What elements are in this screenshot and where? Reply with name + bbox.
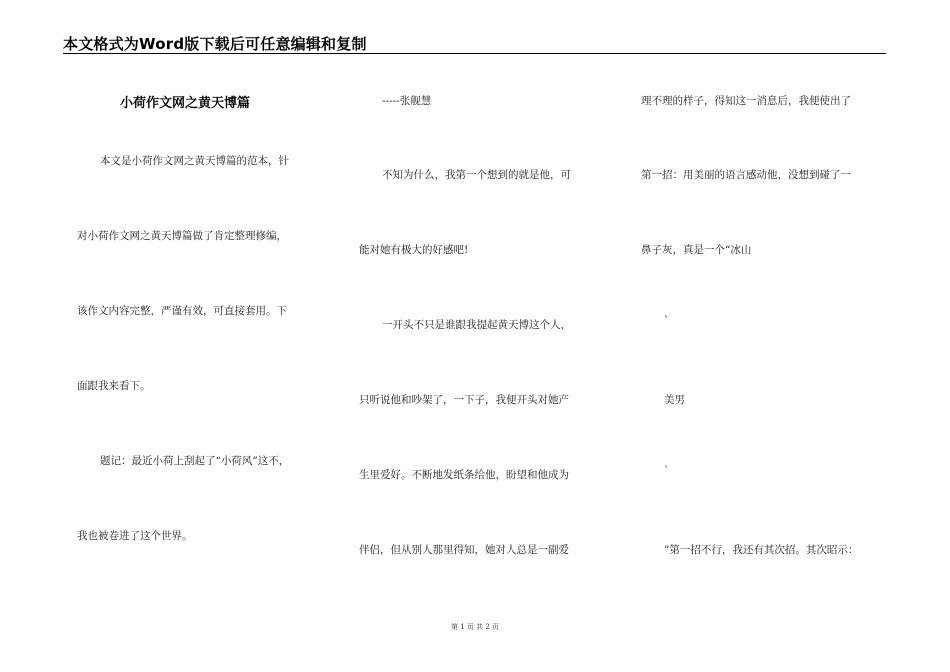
col3-line-2: 第一招：用美丽的语言感动他，没想到碰了一 [641,169,851,181]
col1-line-2: 对小荷作文网之黄天博篇做了肯定整理修编， [77,230,287,242]
banner-divider [63,53,886,54]
col2-line-3: 能对她有极大的好感吧! [359,244,469,256]
col2-line-2: 不知为什么，我第一个想到的就是他，可 [382,169,571,181]
col2-line-4: 一开头不只是谁跟我提起黄天博这个人， [382,319,571,331]
col3-line-5: 美男 [664,394,685,406]
col3-line-3: 鼻子灰，真是一个“冰山 [641,244,752,256]
col2-line-1: -----张舰慧 [382,95,432,107]
col1-line-1: 本文是小荷作文网之黄天博篇的范本，针 [100,155,289,167]
col1-line-6: 我也被卷进了这个世界。 [77,530,193,542]
col2-line-6: 生里爱好。不断地发纸条给他，盼望和他成为 [359,469,569,481]
col1-line-5: 题记：最近小荷上刮起了“小荷风”这不， [100,455,290,467]
col3-line-4: ` [664,315,670,327]
page-footer: 第 1 页 共 2 页 [450,623,500,631]
col2-line-5: 只听说他和吵架了，一下子，我便开头对她产 [359,394,569,406]
col1-line-3: 该作文内容完整，严谨有效，可直接套用。下 [77,305,287,317]
col2-line-7: 伴侣，但从别人那里得知，她对人总是一副爱 [359,544,569,556]
col3-line-7: ”第一招不行，我还有其次招。其次昭示： [664,544,859,556]
col3-line-6: ` [664,465,670,477]
col1-line-4: 面跟我来看下。 [77,380,151,392]
article-title: 小荷作文网之黄天博篇 [120,96,251,111]
col3-line-1: 理不理的样子，得知这一消息后，我便使出了 [641,95,851,107]
document-banner: 本文格式为Word版下载后可任意编辑和复制 [63,35,367,53]
